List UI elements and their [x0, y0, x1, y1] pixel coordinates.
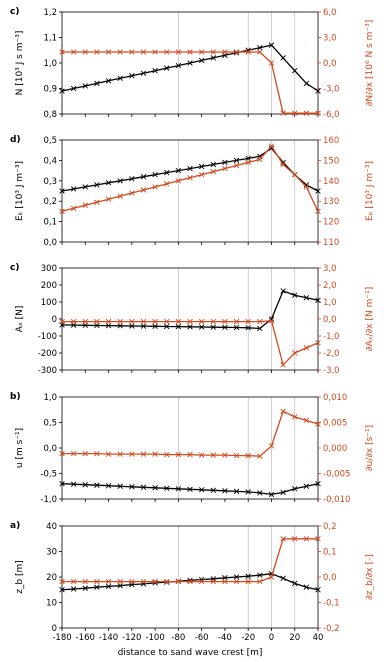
x-tick-label: -160: [75, 633, 95, 643]
right-tick-label: 0,010: [323, 393, 348, 403]
right-tick-label: 0,2: [323, 522, 337, 532]
left-tick-label: 100: [40, 298, 57, 308]
left-axis-title: N [10³ J s m⁻³]: [15, 30, 25, 96]
right-tick-label: -0,1: [323, 598, 340, 609]
left-axis-title: z_b [m]: [15, 560, 25, 594]
right-series-line: [62, 539, 318, 582]
left-tick-label: -1,0: [40, 495, 57, 505]
right-axis-title: ∂u/∂x [s⁻¹]: [365, 424, 375, 472]
right-axis-title: Eₚ [10³ J m⁻³]: [365, 161, 375, 221]
right-tick-label: -3,0: [323, 84, 340, 95]
left-tick-label: 1,0: [43, 59, 57, 69]
right-data-point: [304, 346, 309, 351]
right-tick-label: 6,0: [323, 8, 337, 18]
plot-frame: [62, 268, 318, 370]
left-tick-label: -0,5: [40, 469, 57, 480]
left-tick-label: 1,0: [43, 393, 57, 403]
left-tick-label: 10: [46, 598, 57, 609]
panel-label: d): [10, 135, 21, 145]
x-tick-label: -100: [145, 633, 165, 643]
right-series-line: [62, 411, 318, 456]
left-tick-label: 0,0: [43, 444, 57, 454]
x-tick-label: -60: [194, 633, 209, 643]
left-data-point: [304, 81, 309, 86]
right-tick-label: -2,0: [323, 349, 340, 359]
left-tick-label: 1,1: [43, 33, 57, 44]
plot-frame: [62, 397, 318, 499]
left-axis-title: Eₖ [10³ J m⁻³]: [15, 161, 25, 221]
right-axis-title: ∂N/∂x [10⁶ N s m⁻³]: [365, 19, 375, 107]
right-tick-label: -3,0: [323, 366, 340, 376]
left-tick-label: 0: [51, 624, 57, 634]
left-tick-label: 300: [40, 264, 57, 274]
right-tick-label: -0,2: [323, 624, 340, 634]
right-tick-label: 110: [323, 238, 340, 248]
right-tick-label: 3,0: [323, 33, 337, 44]
panel-label: c): [10, 7, 20, 17]
left-data-point: [281, 56, 286, 61]
left-tick-label: 40: [46, 522, 57, 532]
panel-label: a): [10, 521, 21, 531]
x-tick-label: 40: [312, 633, 324, 643]
right-tick-label: 160: [323, 136, 340, 146]
right-tick-label: 130: [323, 197, 340, 208]
x-axis-title: distance to sand wave crest [m]: [117, 648, 263, 658]
left-tick-label: 0,8: [43, 110, 57, 120]
right-series-line: [62, 146, 318, 211]
left-tick-label: 30: [46, 547, 57, 558]
left-tick-label: 0: [51, 315, 57, 325]
right-tick-label: 140: [323, 176, 340, 187]
left-tick-label: 0,9: [43, 84, 57, 95]
right-tick-label: 0,0: [323, 59, 337, 69]
right-tick-label: 2,0: [323, 281, 337, 291]
right-tick-label: 0,0: [323, 315, 337, 325]
x-tick-label: -140: [98, 633, 119, 643]
right-tick-label: 120: [323, 217, 340, 228]
right-tick-label: 150: [323, 156, 340, 167]
panel-label: c): [10, 263, 20, 273]
x-tick-label: 0: [268, 633, 275, 643]
right-tick-label: 0,1: [323, 547, 337, 558]
left-series-line: [62, 291, 318, 329]
plot-frame: [62, 140, 318, 242]
right-tick-label: 3,0: [323, 264, 337, 274]
left-series-line: [62, 148, 318, 191]
right-axis-title: ∂Aₓ/∂x [N m⁻¹]: [365, 286, 375, 352]
left-tick-label: 0,4: [43, 156, 57, 167]
x-tick-label: -180: [52, 633, 72, 643]
left-tick-label: 20: [46, 573, 57, 583]
panel-label: b): [10, 392, 21, 402]
right-axis-title: ∂z_b/∂x [-]: [365, 554, 375, 600]
right-tick-label: -6,0: [323, 110, 340, 120]
left-tick-label: -200: [37, 349, 57, 359]
right-tick-label: 1,0: [323, 298, 337, 308]
x-tick-label: -20: [241, 633, 256, 643]
left-tick-label: 1,2: [43, 8, 57, 18]
x-tick-label: -40: [217, 633, 232, 643]
right-tick-label: 0,0: [323, 573, 337, 583]
left-tick-label: 0,0: [43, 238, 57, 248]
left-tick-label: -100: [37, 332, 57, 342]
left-axis-title: u [m s⁻¹]: [15, 427, 25, 469]
left-tick-label: 0,2: [43, 197, 57, 208]
right-tick-label: -0,010: [323, 495, 351, 505]
x-tick-label: -80: [171, 633, 186, 643]
left-tick-label: -300: [37, 366, 57, 376]
left-tick-label: 0,1: [43, 217, 57, 228]
left-tick-label: 0,3: [43, 176, 57, 187]
left-axis-title: Aₓ [N]: [15, 305, 25, 333]
right-tick-label: 0,005: [323, 418, 348, 429]
left-tick-label: 0,5: [43, 418, 57, 429]
left-tick-label: 200: [40, 281, 57, 291]
right-tick-label: -0,005: [323, 469, 351, 480]
x-tick-label: 20: [289, 633, 301, 643]
right-tick-label: -1,0: [323, 332, 340, 342]
x-tick-label: -120: [122, 633, 142, 643]
left-tick-label: 0,5: [43, 136, 57, 146]
right-tick-label: 0,000: [323, 444, 348, 454]
